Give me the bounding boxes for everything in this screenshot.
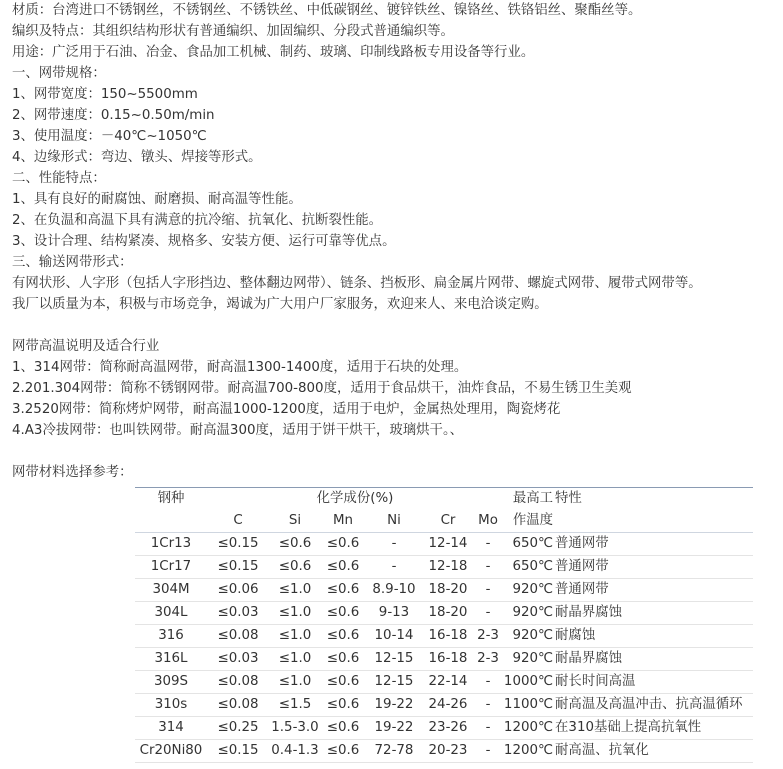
cell-grade: 316L bbox=[135, 648, 207, 671]
cell-mo: 2-3 bbox=[473, 625, 503, 648]
cell-grade: 309S bbox=[135, 671, 207, 694]
cell-feature: 耐晶界腐蚀 bbox=[555, 648, 753, 671]
cell-feature: 耐高温、抗氧化 bbox=[555, 740, 753, 763]
table-row bbox=[135, 740, 753, 763]
cell-mn: ≤0.6 bbox=[321, 740, 365, 763]
cell-mn: ≤0.6 bbox=[321, 602, 365, 625]
weave-line: 编织及特点：其组织结构形状有普通编织、加固编织、分段式普通编织等。 bbox=[12, 24, 454, 39]
cell-ni: 10-14 bbox=[365, 625, 423, 648]
cell-mn: ≤0.6 bbox=[321, 694, 365, 717]
cell-temp: 1000℃ bbox=[503, 671, 555, 694]
element-c-header: C bbox=[207, 510, 269, 533]
cell-grade: 304M bbox=[135, 579, 207, 602]
section-heading-high-temp: 网带高温说明及适合行业 bbox=[12, 339, 160, 354]
cell-mn: ≤0.6 bbox=[321, 625, 365, 648]
element-mn-header: Mn bbox=[321, 510, 365, 533]
cell-mn: ≤0.6 bbox=[321, 556, 365, 579]
feature-2: 2、在负温和高温下具有满意的抗冷缩、抗氧化、抗断裂性能。 bbox=[12, 213, 383, 228]
cell-cr: 18-20 bbox=[423, 602, 473, 625]
table-subheader-row bbox=[135, 510, 753, 533]
company-statement: 我厂以质量为本，积极与市场竞争，竭诚为广大用户厂家服务，欢迎来人、来电洽谈定购。 bbox=[12, 297, 548, 312]
cell-cr: 18-20 bbox=[423, 579, 473, 602]
cell-si: 1.5-3.0 bbox=[269, 717, 321, 740]
cell-grade: 314 bbox=[135, 717, 207, 740]
feature-1: 1、具有良好的耐腐蚀、耐磨损、耐高温等性能。 bbox=[12, 192, 302, 207]
cell-cr: 12-14 bbox=[423, 533, 473, 556]
usage-line: 用途：广泛用于石油、冶金、食品加工机械、制药、玻璃、印制线路板专用设备等行业。 bbox=[12, 45, 535, 60]
cell-temp: 920℃ bbox=[503, 579, 555, 602]
cell-feature: 耐晶界腐蚀 bbox=[555, 602, 753, 625]
chem-header: 化学成份(%) bbox=[207, 488, 503, 511]
cell-ni: 19-22 bbox=[365, 717, 423, 740]
cell-si: ≤1.0 bbox=[269, 579, 321, 602]
cell-c: ≤0.08 bbox=[207, 671, 269, 694]
cell-ni: 12-15 bbox=[365, 648, 423, 671]
cell-mo: - bbox=[473, 671, 503, 694]
table-row bbox=[135, 579, 753, 602]
cell-si: ≤0.6 bbox=[269, 533, 321, 556]
cell-feature: 普通网带 bbox=[555, 556, 753, 579]
cell-cr: 23-26 bbox=[423, 717, 473, 740]
cell-temp: 1200℃ bbox=[503, 717, 555, 740]
cell-temp: 920℃ bbox=[503, 648, 555, 671]
spec-temperature: 3、使用温度：－40℃~1050℃ bbox=[12, 129, 207, 144]
table-header-row bbox=[135, 488, 753, 511]
cell-mo: - bbox=[473, 533, 503, 556]
spec-edge: 4、边缘形式：弯边、镦头、焊接等形式。 bbox=[12, 150, 262, 165]
cell-feature: 普通网带 bbox=[555, 533, 753, 556]
cell-cr: 12-18 bbox=[423, 556, 473, 579]
cell-temp: 920℃ bbox=[503, 625, 555, 648]
spec-speed: 2、网带速度：0.15~0.50m/min bbox=[12, 108, 215, 123]
cell-temp: 920℃ bbox=[503, 602, 555, 625]
cell-cr: 20-23 bbox=[423, 740, 473, 763]
cell-ni: 19-22 bbox=[365, 694, 423, 717]
cell-mo: - bbox=[473, 740, 503, 763]
cell-mo: 2-3 bbox=[473, 648, 503, 671]
cell-c: ≤0.03 bbox=[207, 648, 269, 671]
cell-c: ≤0.15 bbox=[207, 533, 269, 556]
material-line: 材质：台湾进口不锈钢丝，不锈钢丝、不锈铁丝、中低碳钢丝、镀锌铁丝、镍铬丝、铁铬铝丝、聚酯丝等。 bbox=[12, 3, 642, 18]
cell-si: ≤0.6 bbox=[269, 556, 321, 579]
element-mo-header: Mo bbox=[473, 510, 503, 533]
cell-mn: ≤0.6 bbox=[321, 579, 365, 602]
cell-feature: 耐高温及高温冲击、抗高温循环 bbox=[555, 694, 753, 717]
element-ni-header: Ni bbox=[365, 510, 423, 533]
cell-feature: 耐长时间高温 bbox=[555, 671, 753, 694]
material-table bbox=[135, 487, 753, 763]
high-temp-3: 3.2520网带：简称烤炉网带，耐高温1000-1200度，适用于电炉，金属热处理用，陶瓷烤花 bbox=[12, 402, 561, 417]
cell-grade: 1Cr17 bbox=[135, 556, 207, 579]
feature-3: 3、设计合理、结构紧凑、规格多、安装方便、运行可靠等优点。 bbox=[12, 234, 396, 249]
cell-si: ≤1.0 bbox=[269, 602, 321, 625]
table-row bbox=[135, 671, 753, 694]
cell-c: ≤0.03 bbox=[207, 602, 269, 625]
cell-si: ≤1.0 bbox=[269, 648, 321, 671]
cell-grade: 304L bbox=[135, 602, 207, 625]
cell-ni: - bbox=[365, 556, 423, 579]
cell-mn: ≤0.6 bbox=[321, 717, 365, 740]
cell-grade: 310s bbox=[135, 694, 207, 717]
cell-temp: 650℃ bbox=[503, 556, 555, 579]
cell-mo: - bbox=[473, 579, 503, 602]
feature-header: 特性 bbox=[555, 488, 753, 511]
spec-width: 1、网带宽度：150~5500mm bbox=[12, 87, 198, 102]
cell-c: ≤0.15 bbox=[207, 740, 269, 763]
cell-c: ≤0.08 bbox=[207, 694, 269, 717]
element-si-header: Si bbox=[269, 510, 321, 533]
grade-header: 钢种 bbox=[135, 488, 207, 511]
cell-temp: 1100℃ bbox=[503, 694, 555, 717]
cell-cr: 16-18 bbox=[423, 648, 473, 671]
table-row bbox=[135, 717, 753, 740]
cell-mn: ≤0.6 bbox=[321, 671, 365, 694]
cell-ni: 9-13 bbox=[365, 602, 423, 625]
cell-temp: 650℃ bbox=[503, 533, 555, 556]
high-temp-1: 1、314网带：简称耐高温网带，耐高温1300-1400度，适用于石块的处理。 bbox=[12, 360, 468, 375]
cell-mo: - bbox=[473, 602, 503, 625]
cell-grade: Cr20Ni80 bbox=[135, 740, 207, 763]
section-heading-forms: 三、输送网带形式： bbox=[12, 255, 133, 270]
cell-c: ≤0.15 bbox=[207, 556, 269, 579]
cell-feature: 普通网带 bbox=[555, 579, 753, 602]
cell-si: 0.4-1.3 bbox=[269, 740, 321, 763]
cell-mo: - bbox=[473, 694, 503, 717]
cell-temp: 1200℃ bbox=[503, 740, 555, 763]
section-heading-specs: 一、网带规格： bbox=[12, 66, 106, 81]
cell-c: ≤0.06 bbox=[207, 579, 269, 602]
cell-grade: 1Cr13 bbox=[135, 533, 207, 556]
table-row bbox=[135, 694, 753, 717]
cell-mn: ≤0.6 bbox=[321, 648, 365, 671]
cell-grade: 316 bbox=[135, 625, 207, 648]
cell-ni: 72-78 bbox=[365, 740, 423, 763]
high-temp-2: 2.201.304网带：简称不锈钢网带。耐高温700-800度，适用于食品烘干，油炸食品，不易生锈卫生美观 bbox=[12, 381, 632, 396]
table-row bbox=[135, 556, 753, 579]
cell-c: ≤0.25 bbox=[207, 717, 269, 740]
cell-mo: - bbox=[473, 717, 503, 740]
maxtemp-header: 最高工 bbox=[503, 488, 555, 511]
cell-ni: 8.9-10 bbox=[365, 579, 423, 602]
cell-cr: 22-14 bbox=[423, 671, 473, 694]
table-row bbox=[135, 648, 753, 671]
cell-mo: - bbox=[473, 556, 503, 579]
cell-mn: ≤0.6 bbox=[321, 533, 365, 556]
cell-feature: 在310基础上提高抗氧性 bbox=[555, 717, 753, 740]
table-row bbox=[135, 602, 753, 625]
cell-si: ≤1.5 bbox=[269, 694, 321, 717]
cell-c: ≤0.08 bbox=[207, 625, 269, 648]
section-heading-features: 二、性能特点： bbox=[12, 171, 106, 186]
cell-ni: 12-15 bbox=[365, 671, 423, 694]
forms-list: 有网状形、人字形（包括人字形挡边、整体翻边网带）、链条、挡板形、扁金属片网带、螺旋式网带、履带式网带等。 bbox=[12, 276, 702, 291]
cell-si: ≤1.0 bbox=[269, 671, 321, 694]
cell-ni: - bbox=[365, 533, 423, 556]
high-temp-4: 4.A3冷拔网带：也叫铁网带。耐高温300度，适用于饼干烘干，玻璃烘干。、 bbox=[12, 423, 464, 438]
section-heading-materials: 网带材料选择参考： bbox=[12, 465, 133, 480]
element-cr-header: Cr bbox=[423, 510, 473, 533]
cell-si: ≤1.0 bbox=[269, 625, 321, 648]
cell-cr: 24-26 bbox=[423, 694, 473, 717]
maxtemp-header-2: 作温度 bbox=[503, 510, 555, 533]
table-row bbox=[135, 533, 753, 556]
cell-feature: 耐腐蚀 bbox=[555, 625, 753, 648]
table-row bbox=[135, 625, 753, 648]
cell-cr: 16-18 bbox=[423, 625, 473, 648]
